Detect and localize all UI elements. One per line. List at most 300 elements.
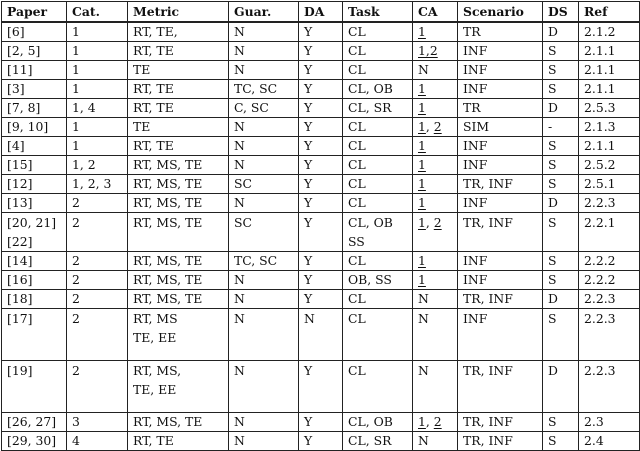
cell-line: 2.1.1 — [584, 62, 616, 77]
cell-line — [418, 361, 457, 380]
cell-line: CL — [348, 291, 366, 306]
cell-line: S — [548, 414, 557, 429]
cell-line: 2.1.1 — [584, 43, 616, 58]
cell-guarantee — [229, 80, 299, 99]
cell-line: TE, EE — [133, 382, 177, 397]
col-header-da: DA — [299, 2, 343, 23]
cell-line: N — [234, 138, 245, 153]
cell-line: CL — [348, 253, 366, 268]
cell-line: 2.1.2 — [584, 24, 616, 39]
cell-line: TE — [133, 119, 151, 134]
cell-line: 2.3 — [584, 414, 604, 429]
cell-line: TR, INF — [463, 291, 513, 306]
underlined-value: 1 — [418, 176, 426, 191]
cell-ca — [413, 361, 458, 413]
cell-category — [67, 99, 128, 118]
cell-metric — [128, 413, 229, 432]
cell-scenario — [458, 290, 543, 309]
cell-ds — [543, 271, 579, 290]
cell-line: RT, TE — [133, 433, 174, 448]
cell-scenario — [458, 175, 543, 194]
cell-line: S — [548, 138, 557, 153]
cell-line: CL, SR — [348, 433, 392, 448]
cell-task — [343, 432, 413, 451]
cell-line: [7, 8] — [7, 100, 41, 115]
cell-line: 2 — [72, 363, 80, 378]
cell-line: 2 — [72, 291, 80, 306]
cell-category — [67, 213, 128, 252]
cell-line: 1, 2, 3 — [72, 176, 112, 191]
cell-paper — [2, 42, 67, 61]
cell-line: RT, MS, TE — [133, 291, 203, 306]
cell-category — [67, 361, 128, 413]
cell-ref — [579, 61, 640, 80]
cell-guarantee — [229, 361, 299, 413]
cell-line: Y — [304, 157, 313, 172]
cell-metric — [128, 309, 229, 361]
cell-category — [67, 309, 128, 361]
cell-line: [3] — [7, 81, 25, 96]
cell-da — [299, 61, 343, 80]
cell-line: [12] — [7, 176, 33, 191]
cell-line: 2.5.3 — [584, 100, 616, 115]
cell-line: RT, TE — [133, 43, 174, 58]
cell-task — [343, 137, 413, 156]
cell-line: SC — [234, 176, 252, 191]
cell-task — [343, 175, 413, 194]
cell-guarantee — [229, 42, 299, 61]
cell-line: [4] — [7, 138, 25, 153]
cell-line: [2, 5] — [7, 43, 41, 58]
cell-scenario — [458, 309, 543, 361]
underlined-value: 1 — [418, 81, 426, 96]
cell-line: Y — [304, 195, 313, 210]
table-row — [2, 432, 640, 451]
cell-line: 1 — [72, 119, 80, 134]
cell-ref — [579, 137, 640, 156]
cell-line: CL — [348, 138, 366, 153]
cell-task — [343, 42, 413, 61]
cell-paper — [2, 413, 67, 432]
cell-ds — [543, 432, 579, 451]
cell-da — [299, 361, 343, 413]
cell-line: 3 — [72, 414, 80, 429]
cell-ca — [413, 61, 458, 80]
cell-line: 2 — [72, 253, 80, 268]
underlined-value: 2 — [433, 119, 442, 134]
cell-line — [418, 42, 457, 60]
cell-guarantee — [229, 271, 299, 290]
cell-paper — [2, 156, 67, 175]
cell-guarantee — [229, 213, 299, 252]
cell-line — [418, 80, 457, 98]
cell-category — [67, 271, 128, 290]
cell-line: [9, 10] — [7, 119, 49, 134]
cell-da — [299, 194, 343, 213]
cell-line: INF — [463, 311, 488, 326]
cell-line: [11] — [7, 62, 33, 77]
cell-line: 2.5.2 — [584, 157, 616, 172]
cell-ca — [413, 290, 458, 309]
cell-guarantee — [229, 61, 299, 80]
cell-line — [418, 213, 457, 232]
cell-ref — [579, 99, 640, 118]
cell-ca — [413, 271, 458, 290]
cell-line: CL — [348, 176, 366, 191]
cell-ca — [413, 252, 458, 271]
cell-ref — [579, 413, 640, 432]
cell-line: N — [234, 363, 245, 378]
cell-line: 1 — [72, 24, 80, 39]
col-header-metric: Metric — [128, 2, 229, 23]
cell-line: RT, MS, TE — [133, 414, 203, 429]
cell-line: S — [548, 81, 557, 96]
cell-ds — [543, 413, 579, 432]
cell-line: 2 — [72, 272, 80, 287]
cell-da — [299, 118, 343, 137]
col-header-category: Cat. — [67, 2, 128, 23]
cell-ca — [413, 137, 458, 156]
comparison-table — [1, 1, 640, 451]
cell-da — [299, 432, 343, 451]
cell-scenario — [458, 42, 543, 61]
col-header-task: Task — [343, 2, 413, 23]
cell-ref — [579, 118, 640, 137]
cell-line: [22] — [7, 234, 33, 249]
cell-line: Y — [304, 272, 313, 287]
table-row — [2, 175, 640, 194]
cell-task — [343, 99, 413, 118]
cell-line: INF — [463, 138, 488, 153]
cell-task — [343, 361, 413, 413]
cell-metric — [128, 99, 229, 118]
cell-line: D — [548, 24, 558, 39]
cell-scenario — [458, 61, 543, 80]
cell-line: N — [304, 311, 315, 326]
cell-paper — [2, 213, 67, 252]
cell-scenario — [458, 361, 543, 413]
cell-line: [6] — [7, 24, 25, 39]
col-header-ca: CA — [413, 2, 458, 23]
cell-line: [17] — [7, 311, 33, 326]
cell-line: TR, INF — [463, 363, 513, 378]
cell-da — [299, 413, 343, 432]
underlined-value: 2 — [433, 215, 442, 230]
cell-line: Y — [304, 119, 313, 134]
cell-da — [299, 156, 343, 175]
cell-line: RT, MS, TE — [133, 253, 203, 268]
cell-ca — [413, 99, 458, 118]
cell-da — [299, 137, 343, 156]
cell-line: 1 — [72, 43, 80, 58]
cell-ref — [579, 252, 640, 271]
cell-guarantee — [229, 156, 299, 175]
cell-task — [343, 271, 413, 290]
cell-ds — [543, 80, 579, 99]
cell-line: 2 — [72, 311, 80, 326]
cell-paper — [2, 137, 67, 156]
cell-metric — [128, 22, 229, 42]
cell-metric — [128, 156, 229, 175]
cell-line: N — [234, 157, 245, 172]
cell-line: CL — [348, 311, 366, 326]
cell-text: N — [418, 363, 429, 378]
cell-line — [418, 118, 457, 136]
col-header-ds: DS — [543, 2, 579, 23]
cell-line: RT, TE — [133, 81, 174, 96]
cell-line: INF — [463, 62, 488, 77]
cell-line: CL, SR — [348, 100, 392, 115]
cell-metric — [128, 118, 229, 137]
cell-line: N — [234, 433, 245, 448]
cell-ca — [413, 194, 458, 213]
cell-line: 2.5.1 — [584, 176, 616, 191]
cell-line: TR — [463, 24, 481, 39]
cell-metric — [128, 80, 229, 99]
cell-task — [343, 80, 413, 99]
cell-line: [19] — [7, 363, 33, 378]
cell-ca — [413, 118, 458, 137]
cell-line: 1 — [72, 62, 80, 77]
cell-ds — [543, 118, 579, 137]
cell-metric — [128, 42, 229, 61]
cell-line: S — [548, 253, 557, 268]
cell-line: Y — [304, 24, 313, 39]
cell-line: TC, SC — [234, 253, 278, 268]
cell-line: SIM — [463, 119, 490, 134]
cell-line: Y — [304, 176, 313, 191]
cell-line: CL — [348, 62, 366, 77]
cell-ref — [579, 175, 640, 194]
cell-da — [299, 271, 343, 290]
cell-scenario — [458, 252, 543, 271]
cell-category — [67, 290, 128, 309]
cell-metric — [128, 271, 229, 290]
cell-line: RT, MS, TE — [133, 195, 203, 210]
cell-task — [343, 22, 413, 42]
cell-line: N — [234, 24, 245, 39]
cell-line: RT, MS, — [133, 363, 182, 378]
cell-ca — [413, 309, 458, 361]
cell-line: OB, SS — [348, 272, 392, 287]
cell-paper — [2, 432, 67, 451]
cell-category — [67, 118, 128, 137]
cell-ref — [579, 290, 640, 309]
cell-line — [418, 194, 457, 212]
cell-metric — [128, 213, 229, 252]
cell-scenario — [458, 137, 543, 156]
cell-line — [418, 23, 457, 41]
underlined-value: 1 — [418, 272, 426, 287]
cell-line: S — [548, 311, 557, 326]
table-row — [2, 309, 640, 361]
cell-ref — [579, 156, 640, 175]
cell-ca — [413, 42, 458, 61]
cell-ca — [413, 80, 458, 99]
table-row — [2, 271, 640, 290]
cell-line: INF — [463, 43, 488, 58]
cell-guarantee — [229, 252, 299, 271]
cell-line: Y — [304, 81, 313, 96]
cell-scenario — [458, 118, 543, 137]
cell-ca — [413, 156, 458, 175]
cell-line: D — [548, 291, 558, 306]
cell-line: N — [234, 43, 245, 58]
table-row — [2, 61, 640, 80]
cell-ds — [543, 213, 579, 252]
cell-line: S — [548, 272, 557, 287]
cell-line: CL — [348, 119, 366, 134]
table-row — [2, 252, 640, 271]
cell-line: Y — [304, 414, 313, 429]
cell-line: 2.1.1 — [584, 81, 616, 96]
cell-line: CL, OB — [348, 215, 393, 230]
cell-line: S — [548, 176, 557, 191]
cell-line: 2 — [72, 215, 80, 230]
cell-line: RT, TE, — [133, 24, 178, 39]
cell-text: N — [418, 62, 429, 77]
cell-metric — [128, 290, 229, 309]
cell-line: C, SC — [234, 100, 269, 115]
cell-ds — [543, 194, 579, 213]
cell-line: CL, OB — [348, 414, 393, 429]
cell-line: N — [234, 311, 245, 326]
underlined-value: 1 — [418, 215, 426, 230]
cell-task — [343, 118, 413, 137]
cell-category — [67, 156, 128, 175]
cell-paper — [2, 61, 67, 80]
cell-line: 1 — [72, 138, 80, 153]
cell-da — [299, 99, 343, 118]
cell-line: CL — [348, 363, 366, 378]
cell-category — [67, 80, 128, 99]
table-row — [2, 118, 640, 137]
cell-da — [299, 175, 343, 194]
cell-line: 2.1.3 — [584, 119, 616, 134]
cell-ref — [579, 22, 640, 42]
col-header-paper: Paper — [2, 2, 67, 23]
cell-guarantee — [229, 99, 299, 118]
cell-line: 2.2.3 — [584, 311, 616, 326]
cell-task — [343, 194, 413, 213]
cell-ds — [543, 99, 579, 118]
cell-line: [20, 21] — [7, 215, 57, 230]
cell-line: RT, TE — [133, 138, 174, 153]
cell-line: 2.2.2 — [584, 253, 616, 268]
underlined-value: 1 — [418, 195, 426, 210]
cell-text: N — [418, 311, 429, 326]
cell-metric — [128, 137, 229, 156]
cell-line: TR, INF — [463, 176, 513, 191]
table-body — [2, 22, 640, 451]
cell-scenario — [458, 194, 543, 213]
cell-line: N — [234, 291, 245, 306]
cell-line: Y — [304, 43, 313, 58]
cell-scenario — [458, 413, 543, 432]
cell-ref — [579, 213, 640, 252]
underlined-value: 1 — [418, 253, 426, 268]
cell-line: TR, INF — [463, 215, 513, 230]
cell-text: , — [425, 119, 434, 134]
table-row — [2, 99, 640, 118]
cell-category — [67, 137, 128, 156]
table-row — [2, 137, 640, 156]
cell-ca — [413, 175, 458, 194]
col-header-guarantee: Guar. — [229, 2, 299, 23]
cell-guarantee — [229, 413, 299, 432]
table-row — [2, 413, 640, 432]
table-row — [2, 213, 640, 252]
cell-line: 2.2.3 — [584, 195, 616, 210]
underlined-value: 1 — [418, 138, 426, 153]
cell-scenario — [458, 22, 543, 42]
cell-line: INF — [463, 272, 488, 287]
underlined-value: 2 — [433, 414, 442, 429]
cell-line: CL — [348, 43, 366, 58]
cell-line: S — [548, 433, 557, 448]
cell-ds — [543, 137, 579, 156]
cell-da — [299, 80, 343, 99]
cell-category — [67, 252, 128, 271]
cell-task — [343, 309, 413, 361]
cell-da — [299, 213, 343, 252]
cell-line — [418, 61, 457, 79]
cell-scenario — [458, 432, 543, 451]
header-row — [2, 2, 640, 23]
cell-ref — [579, 271, 640, 290]
cell-metric — [128, 61, 229, 80]
cell-line: S — [548, 215, 557, 230]
cell-guarantee — [229, 432, 299, 451]
table-row — [2, 194, 640, 213]
cell-ref — [579, 42, 640, 61]
cell-task — [343, 213, 413, 252]
cell-line: TR — [463, 100, 481, 115]
cell-line — [418, 432, 457, 450]
cell-line — [418, 156, 457, 174]
cell-line: INF — [463, 157, 488, 172]
cell-line: INF — [463, 195, 488, 210]
cell-scenario — [458, 271, 543, 290]
cell-ds — [543, 22, 579, 42]
cell-line: 1 — [72, 81, 80, 96]
cell-metric — [128, 194, 229, 213]
cell-paper — [2, 118, 67, 137]
cell-guarantee — [229, 175, 299, 194]
cell-category — [67, 432, 128, 451]
underlined-value: 1 — [418, 100, 426, 115]
cell-task — [343, 61, 413, 80]
cell-line — [418, 309, 457, 328]
cell-line: TR, INF — [463, 414, 513, 429]
table-row — [2, 22, 640, 42]
col-header-scenario: Scenario — [458, 2, 543, 23]
cell-line — [418, 290, 457, 308]
cell-da — [299, 290, 343, 309]
cell-line: CL — [348, 24, 366, 39]
cell-da — [299, 309, 343, 361]
underlined-value: 1 — [418, 414, 426, 429]
cell-line: TC, SC — [234, 81, 278, 96]
cell-line: D — [548, 195, 558, 210]
cell-line: [18] — [7, 291, 33, 306]
cell-line — [418, 252, 457, 270]
cell-ref — [579, 361, 640, 413]
cell-category — [67, 61, 128, 80]
cell-paper — [2, 361, 67, 413]
cell-da — [299, 252, 343, 271]
cell-line: CL — [348, 195, 366, 210]
